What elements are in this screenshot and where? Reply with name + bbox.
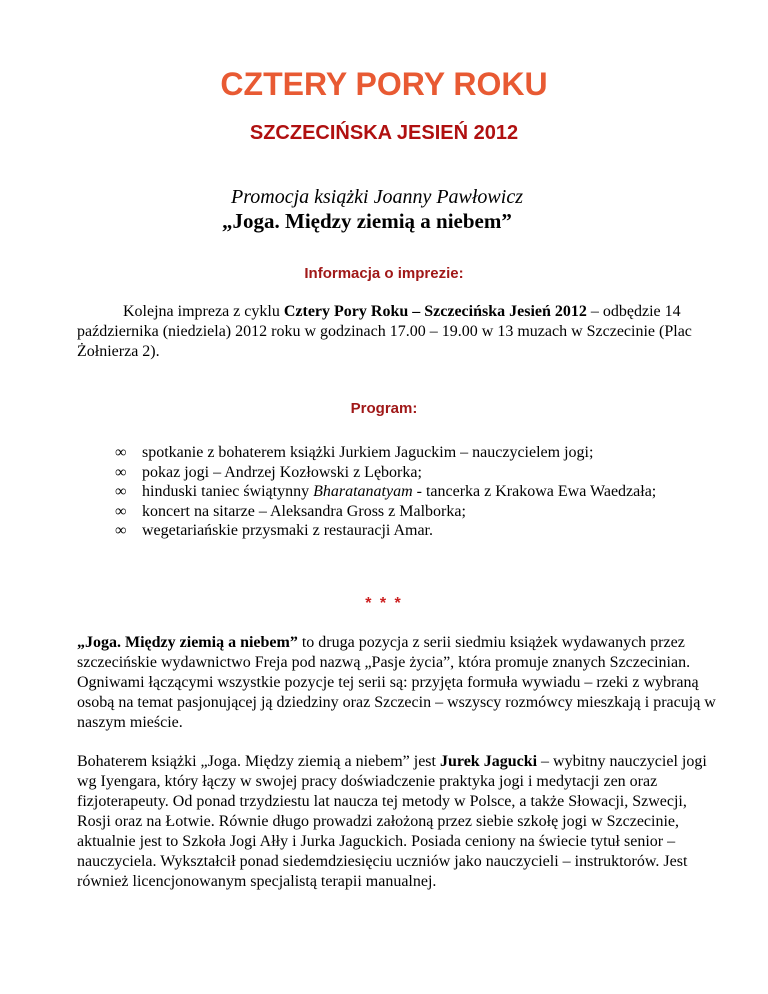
program-list	[115, 443, 685, 541]
info-paragraph	[77, 302, 717, 362]
info-heading: Informacja o imprezie:	[304, 265, 464, 282]
page-subtitle: SZCZECIŃSKA JESIEŃ 2012	[249, 122, 519, 144]
body-paragraph-1	[77, 633, 717, 733]
program-item-3-post: - tancerka z Krakowa Ewa Waedzała;	[412, 483, 657, 500]
body-paragraph-2	[77, 752, 717, 892]
hero-name-bold: Jurek Jagucki	[439, 753, 538, 770]
program-item-1: spotkanie z bohaterem książki Jurkiem Jaguckim – nauczycielem jogi;	[142, 444, 594, 461]
program-item-3-italic: Bharatanatyam	[313, 483, 413, 500]
promo-book-title: „Joga. Między ziemią a niebem”	[222, 209, 512, 233]
page-title: CZTERY PORY ROKU	[220, 66, 548, 102]
body-p2-pre: Bohaterem książki „Joga. Między ziemią a niebem” jest	[77, 753, 440, 770]
program-item-2: pokaz jogi – Andrzej Kozłowski z Lęborka;	[142, 463, 422, 481]
infinity-bullet-icon: ∞	[115, 483, 127, 500]
body-p1-text: to druga pozycja z serii siedmiu książek wydawanych przez szczecińskie wydawnictwo Freja pod nazwą „Pasje życia”, która promuje znanych Szczecinian. Ogniwami łączącymi wszystkie pozycje tej serii są: przyjęta formuła wywiadu – rzeki z wybraną osobą na temat pasjonującej ją dziedziny oraz Szczecin – wszyscy rozmówcy mieszkają i pracują w naszym mieście.	[77, 634, 716, 731]
promo-author-line: Promocja książki Joanny Pawłowicz	[231, 186, 523, 208]
list-item	[115, 482, 685, 502]
infinity-bullet-icon: ∞	[115, 502, 127, 520]
program-item-5: wegetariańskie przysmaki z restauracji Amar.	[142, 522, 433, 539]
list-item	[115, 521, 685, 541]
list-item	[115, 463, 685, 483]
program-item-4: koncert na sitarze – Aleksandra Gross z Malborka;	[142, 502, 466, 520]
book-title-bold: „Joga. Między ziemią a niebem”	[77, 634, 298, 651]
infinity-bullet-icon: ∞	[115, 463, 127, 481]
body-p2-post: – wybitny nauczyciel jogi wg Iyengara, który łączy w swojej pracy doświadczenie praktyka jogi i medytacji zen oraz fizjoterapeuty. Od ponad trzydziestu lat naucza tej metody w Polsce, a także Słowacji, Szwecji, Rosji oraz na Łotwie. Równie długo prowadzi założoną przez siebie szkołę jogi w Szczecinie, aktualnie jest to Szkoła Jogi Ałły i Jurka Jaguckich. Posiada ceniony na świecie tytuł senior – nauczyciela. Wykształcił ponad siedemdziesięciu uczniów jako nauczycieli – instruktorów. Jest również licencjonowanym specjalistą terapii manualnej.	[77, 753, 707, 890]
program-item-3-pre: hinduski taniec świątynny	[142, 483, 314, 500]
info-text-bold: Cztery Pory Roku – Szczecińska Jesień 2012	[283, 303, 587, 320]
infinity-bullet-icon: ∞	[115, 522, 127, 539]
list-item	[115, 443, 685, 463]
list-item	[115, 502, 685, 522]
infinity-bullet-icon: ∞	[115, 444, 127, 461]
separator-stars: * * *	[365, 595, 403, 612]
program-heading: Program:	[350, 400, 418, 417]
info-text-pre: Kolejna impreza z cyklu	[123, 303, 284, 320]
info-text-post: – odbędzie 14 października (niedziela) 2012 roku w godzinach 17.00 – 19.00 w 13 muzach w Szczecinie (Plac Żołnierza 2).	[77, 303, 692, 360]
